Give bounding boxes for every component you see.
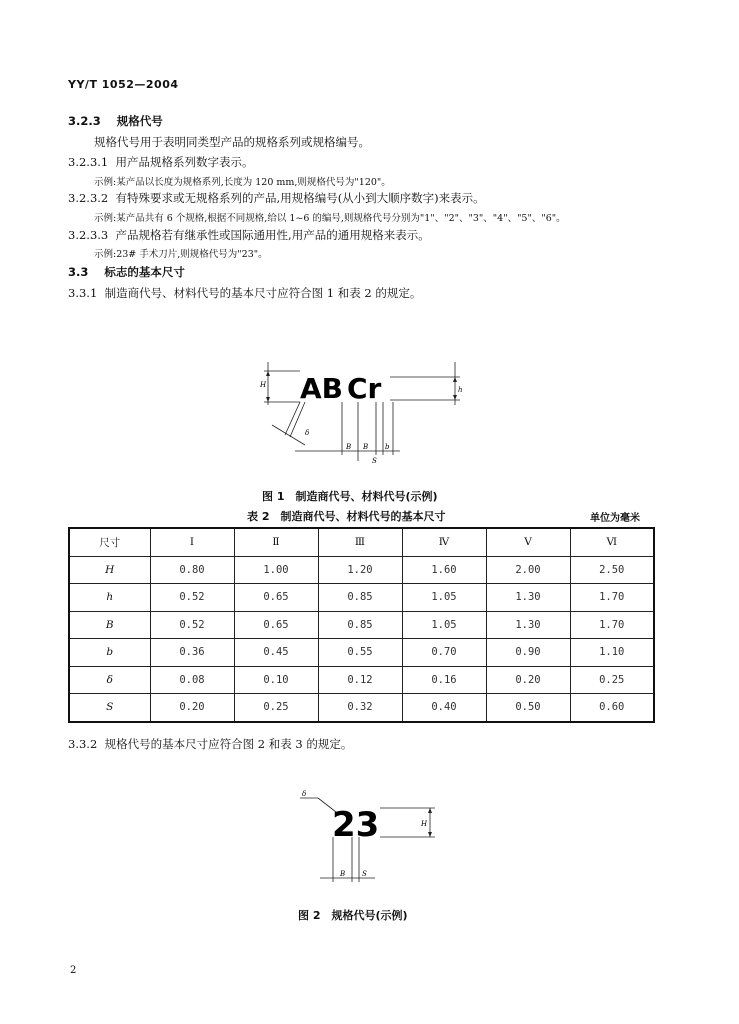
table-cell: 1.20 (318, 556, 402, 584)
table-cell: δ (69, 666, 150, 694)
example-3-2-3-1: 示例:某产品以长度为规格系列,长度为 120 mm,则规格代号为"120"。 (94, 177, 391, 188)
table-cell: 0.25 (234, 694, 318, 722)
dim-label-b: b (385, 443, 390, 451)
table-cell: 2.50 (570, 556, 654, 584)
table-cell: 0.85 (318, 611, 402, 639)
table-cell: 0.52 (150, 611, 234, 639)
section-heading-3-3 (68, 264, 185, 280)
section-title: 标志的基本尺寸 (104, 265, 185, 279)
table-cell: 0.16 (402, 666, 486, 694)
sample-text-23: 23 (332, 805, 380, 845)
sample-text-ab: AB (300, 372, 344, 405)
table-cell: 0.55 (318, 639, 402, 667)
table-cell: 1.30 (486, 584, 570, 612)
section-number: 3.3 (68, 265, 89, 279)
fig2-dim-label-H: H (421, 820, 428, 828)
dim-label-h: h (458, 386, 463, 394)
table-cell: h (69, 584, 150, 612)
table-row (69, 639, 654, 667)
section-title: 规格代号 (116, 114, 163, 128)
column-header: Ⅳ (402, 528, 486, 556)
figure-1-caption: 图 1 制造商代号、材料代号(示例) (262, 490, 438, 503)
column-header: Ⅴ (486, 528, 570, 556)
table-cell: 2.00 (486, 556, 570, 584)
clause-3-2-3-2 (68, 190, 485, 206)
dim-label-H: H (260, 381, 267, 389)
table-cell: 0.50 (486, 694, 570, 722)
fig2-dim-label-S: S (362, 870, 367, 878)
table-row (69, 556, 654, 584)
figure-2-caption: 图 2 规格代号(示例) (298, 909, 408, 922)
table-cell: 0.36 (150, 639, 234, 667)
table-cell: 1.70 (570, 611, 654, 639)
table-row (69, 694, 654, 722)
clause-3-2-3-1 (68, 154, 254, 170)
clause-number: 3.2.3.2 (68, 191, 109, 205)
table-cell: 0.65 (234, 584, 318, 612)
clause-text: 制造商代号、材料代号的基本尺寸应符合图 1 和表 2 的规定。 (104, 286, 422, 300)
table-cell: 0.20 (486, 666, 570, 694)
table-cell: 1.05 (402, 584, 486, 612)
table-cell: H (69, 556, 150, 584)
paragraph-3-2-3: 规格代号用于表明同类型产品的规格系列或规格编号。 (94, 135, 370, 149)
standard-number: YY/T 1052—2004 (68, 78, 179, 91)
clause-3-3-1 (68, 285, 421, 301)
clause-number: 3.3.2 (68, 737, 98, 751)
column-header: Ⅵ (570, 528, 654, 556)
table-row (69, 584, 654, 612)
dim-label-B-2: B (363, 443, 369, 451)
figure-1-diagram (250, 355, 470, 470)
clause-text: 用产品规格系列数字表示。 (115, 155, 254, 169)
section-heading-3-2-3 (68, 113, 163, 129)
table-cell: 1.05 (402, 611, 486, 639)
table-cell: 0.80 (150, 556, 234, 584)
example-3-2-3-2: 示例:某产品共有 6 个规格,根据不同规格,给以 1~6 的编号,则规格代号分别为"1"、"2"、"3"、"4"、"5"、"6"。 (94, 213, 566, 224)
dim-label-S: S (372, 457, 377, 465)
table-cell: 0.08 (150, 666, 234, 694)
section-number: 3.2.3 (68, 114, 101, 128)
dim-label-delta: δ (305, 429, 310, 437)
column-header: Ⅲ (318, 528, 402, 556)
table-cell: 0.20 (150, 694, 234, 722)
fig2-dim-label-B: B (340, 870, 346, 878)
table-cell: 0.25 (570, 666, 654, 694)
table-2-unit: 单位为毫米 (590, 513, 640, 524)
table-cell: S (69, 694, 150, 722)
dim-label-B-1: B (346, 443, 352, 451)
table-cell: 0.60 (570, 694, 654, 722)
table-cell: 0.52 (150, 584, 234, 612)
table-cell: 1.30 (486, 611, 570, 639)
fig2-dim-label-delta: δ (302, 790, 307, 798)
example-3-2-3-3: 示例:23# 手术刀片,则规格代号为"23"。 (94, 249, 268, 260)
table-cell: 1.70 (570, 584, 654, 612)
table-cell: 0.32 (318, 694, 402, 722)
table-cell: 0.85 (318, 584, 402, 612)
column-header: 尺寸 (69, 528, 150, 556)
table-cell: 0.40 (402, 694, 486, 722)
sample-text-cr: Cr (347, 372, 382, 405)
table-cell: 1.60 (402, 556, 486, 584)
table-cell: 0.90 (486, 639, 570, 667)
table-header-row (69, 528, 654, 556)
table-cell: 0.45 (234, 639, 318, 667)
table-cell: 0.70 (402, 639, 486, 667)
column-header: Ⅰ (150, 528, 234, 556)
table-cell: B (69, 611, 150, 639)
table-2 (68, 527, 655, 723)
figure-2-diagram (290, 790, 450, 890)
table-cell: 0.10 (234, 666, 318, 694)
clause-number: 3.2.3.3 (68, 228, 109, 242)
clause-3-3-2 (68, 736, 352, 752)
clause-number: 3.3.1 (68, 286, 98, 300)
clause-text: 规格代号的基本尺寸应符合图 2 和表 3 的规定。 (104, 737, 353, 751)
table-cell: 0.65 (234, 611, 318, 639)
table-row (69, 611, 654, 639)
table-cell: 1.10 (570, 639, 654, 667)
clause-3-2-3-3 (68, 227, 430, 243)
table-cell: 0.12 (318, 666, 402, 694)
column-header: Ⅱ (234, 528, 318, 556)
page-number: 2 (70, 965, 77, 976)
table-2-caption: 表 2 制造商代号、材料代号的基本尺寸 (247, 510, 446, 523)
clause-number: 3.2.3.1 (68, 155, 109, 169)
table-cell: 1.00 (234, 556, 318, 584)
table-row (69, 666, 654, 694)
clause-text: 产品规格若有继承性或国际通用性,用产品的通用规格来表示。 (115, 228, 430, 242)
clause-text: 有特殊要求或无规格系列的产品,用规格编号(从小到大顺序数字)来表示。 (115, 191, 485, 205)
table-cell: b (69, 639, 150, 667)
